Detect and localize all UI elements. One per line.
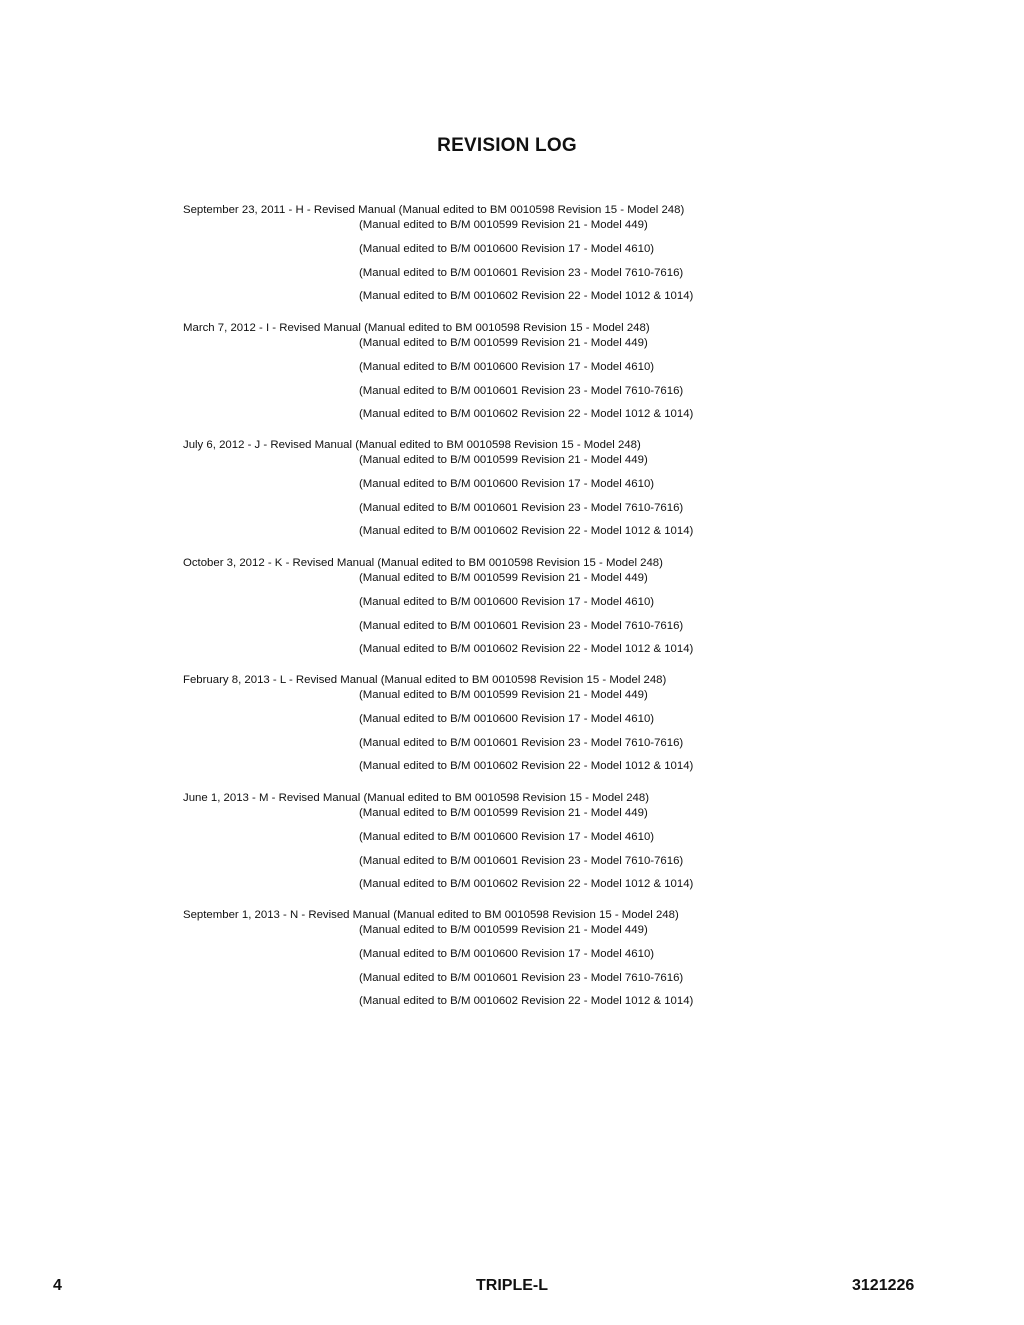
footer-page-number: 4 <box>53 1277 62 1294</box>
revision-entry-line: (Manual edited to B/M 0010599 Revision 21 - Model 449) <box>359 924 648 936</box>
page-title: REVISION LOG <box>437 135 577 156</box>
revision-entry <box>183 321 943 439</box>
revision-entry-line: (Manual edited to B/M 0010601 Revision 23 - Model 7610-7616) <box>359 854 684 867</box>
revision-entry <box>183 673 943 791</box>
revision-entry-line: (Manual edited to B/M 0010600 Revision 17 - Model 4610) <box>359 243 655 255</box>
revision-entry-line: (Manual edited to B/M 0010601 Revision 23 - Model 7610-7616) <box>359 384 684 397</box>
revision-entry-line: (Manual edited to B/M 0010599 Revision 21 - Model 449) <box>359 219 648 231</box>
revision-entry-line: (Manual edited to B/M 0010602 Revision 22 - Model 1012 & 1014) <box>359 642 694 655</box>
revision-entry-line: (Manual edited to B/M 0010602 Revision 22 - Model 1012 & 1014) <box>359 290 694 302</box>
revision-entry-line: (Manual edited to B/M 0010599 Revision 21 - Model 449) <box>359 806 648 819</box>
revision-entry-line: (Manual edited to B/M 0010601 Revision 23 - Model 7610-7616) <box>359 619 684 632</box>
revision-entry <box>183 203 943 321</box>
revision-entry-line: (Manual edited to B/M 0010600 Revision 17 - Model 4610) <box>359 595 655 608</box>
revision-list <box>183 203 943 1026</box>
revision-entry-header: March 7, 2012 - I - Revised Manual (Manual edited to BM 0010598 Revision 15 - Model 248) <box>183 321 650 334</box>
revision-entry-header: February 8, 2013 - L - Revised Manual (Manual edited to BM 0010598 Revision 15 - Model 248) <box>183 674 667 686</box>
revision-entry <box>183 908 943 1026</box>
revision-entry-line: (Manual edited to B/M 0010600 Revision 17 - Model 4610) <box>359 948 655 960</box>
revision-entry-line: (Manual edited to B/M 0010599 Revision 21 - Model 449) <box>359 689 648 701</box>
revision-entry-line: (Manual edited to B/M 0010602 Revision 22 - Model 1012 & 1014) <box>359 760 694 772</box>
revision-entry-line: (Manual edited to B/M 0010600 Revision 17 - Model 4610) <box>359 360 655 373</box>
revision-entry-line: (Manual edited to B/M 0010600 Revision 17 - Model 4610) <box>359 478 655 490</box>
revision-entry-line: (Manual edited to B/M 0010601 Revision 23 - Model 7610-7616) <box>359 267 684 279</box>
revision-entry <box>183 556 943 674</box>
revision-entry-line: (Manual edited to B/M 0010599 Revision 21 - Model 449) <box>359 571 648 584</box>
revision-entry-line: (Manual edited to B/M 0010601 Revision 23 - Model 7610-7616) <box>359 737 684 749</box>
revision-entry-header: October 3, 2012 - K - Revised Manual (Manual edited to BM 0010598 Revision 15 - Model 248) <box>183 556 663 569</box>
revision-entry-line: (Manual edited to B/M 0010600 Revision 17 - Model 4610) <box>359 830 655 843</box>
revision-entry-line: (Manual edited to B/M 0010602 Revision 22 - Model 1012 & 1014) <box>359 995 694 1007</box>
revision-entry-line: (Manual edited to B/M 0010601 Revision 23 - Model 7610-7616) <box>359 972 684 984</box>
revision-entry-header: July 6, 2012 - J - Revised Manual (Manual edited to BM 0010598 Revision 15 - Model 248) <box>183 439 641 451</box>
revision-entry-line: (Manual edited to B/M 0010602 Revision 22 - Model 1012 & 1014) <box>359 407 694 420</box>
revision-entry-header: September 23, 2011 - H - Revised Manual (Manual edited to BM 0010598 Revision 15 - Model 248) <box>183 204 685 216</box>
revision-entry-line: (Manual edited to B/M 0010600 Revision 17 - Model 4610) <box>359 713 655 725</box>
revision-entry-line: (Manual edited to B/M 0010599 Revision 21 - Model 449) <box>359 336 648 349</box>
revision-entry <box>183 438 943 556</box>
revision-entry-header: June 1, 2013 - M - Revised Manual (Manual edited to BM 0010598 Revision 15 - Model 248) <box>183 791 650 804</box>
revision-entry <box>183 791 943 909</box>
revision-entry-line: (Manual edited to B/M 0010602 Revision 22 - Model 1012 & 1014) <box>359 525 694 537</box>
revision-entry-header: September 1, 2013 - N - Revised Manual (Manual edited to BM 0010598 Revision 15 - Model 248) <box>183 909 679 921</box>
footer-product: TRIPLE-L <box>476 1277 548 1294</box>
revision-entry-line: (Manual edited to B/M 0010601 Revision 23 - Model 7610-7616) <box>359 502 684 514</box>
footer-document-number: 3121226 <box>852 1277 915 1294</box>
revision-entry-line: (Manual edited to B/M 0010602 Revision 22 - Model 1012 & 1014) <box>359 877 694 890</box>
revision-entry-line: (Manual edited to B/M 0010599 Revision 21 - Model 449) <box>359 454 648 466</box>
